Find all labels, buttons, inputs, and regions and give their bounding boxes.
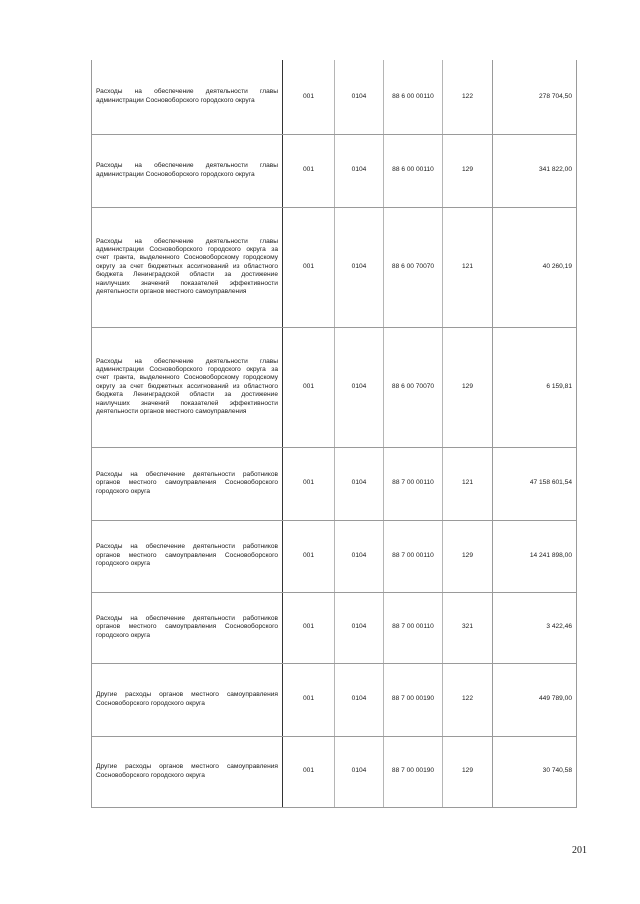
section-code: 0104: [335, 134, 384, 207]
amount: 30 740,58: [493, 736, 577, 807]
table-row: [92, 60, 577, 134]
table-row: [92, 327, 577, 447]
budget-table: [91, 60, 577, 808]
target-article-code: 88 7 00 00110: [384, 447, 443, 520]
expense-description: Расходы на обеспечение деятельности работников органов местного самоуправления Сосновоборского городского округа: [92, 520, 283, 592]
target-article-code: 88 6 00 00110: [384, 134, 443, 207]
expense-type-code: 121: [443, 447, 493, 520]
section-code: 0104: [335, 663, 384, 736]
grbs-code: 001: [283, 327, 335, 447]
table-row: [92, 520, 577, 592]
section-code: 0104: [335, 736, 384, 807]
amount: 3 422,46: [493, 592, 577, 663]
expense-type-code: 129: [443, 134, 493, 207]
table-row: [92, 207, 577, 327]
table-row: [92, 736, 577, 807]
amount: 449 789,00: [493, 663, 577, 736]
table-row: [92, 592, 577, 663]
section-code: 0104: [335, 60, 384, 134]
grbs-code: 001: [283, 736, 335, 807]
expense-type-code: 121: [443, 207, 493, 327]
expense-type-code: 122: [443, 60, 493, 134]
table-row: [92, 663, 577, 736]
section-code: 0104: [335, 520, 384, 592]
table-row: [92, 134, 577, 207]
target-article-code: 88 7 00 00190: [384, 663, 443, 736]
table-row: [92, 447, 577, 520]
target-article-code: 88 7 00 00190: [384, 736, 443, 807]
section-code: 0104: [335, 447, 384, 520]
amount: 47 158 601,54: [493, 447, 577, 520]
grbs-code: 001: [283, 663, 335, 736]
grbs-code: 001: [283, 60, 335, 134]
target-article-code: 88 7 00 00110: [384, 520, 443, 592]
expense-description: Расходы на обеспечение деятельности главы администрации Сосновоборского городского округа: [92, 134, 283, 207]
section-code: 0104: [335, 207, 384, 327]
expense-description: Расходы на обеспечение деятельности работников органов местного самоуправления Сосновоборского городского округа: [92, 592, 283, 663]
page-number: 201: [572, 845, 587, 856]
grbs-code: 001: [283, 592, 335, 663]
expense-type-code: 321: [443, 592, 493, 663]
section-code: 0104: [335, 592, 384, 663]
expense-description: Другие расходы органов местного самоуправления Сосновоборского городского округа: [92, 736, 283, 807]
section-code: 0104: [335, 327, 384, 447]
expense-type-code: 129: [443, 736, 493, 807]
grbs-code: 001: [283, 207, 335, 327]
grbs-code: 001: [283, 447, 335, 520]
expense-description: Другие расходы органов местного самоуправления Сосновоборского городского округа: [92, 663, 283, 736]
expense-description: Расходы на обеспечение деятельности главы администрации Сосновоборского городского округа за счет гранта, выделенного Сосновоборскому городскому округу за счет бюджетных ассигнований из областного бюджета Ленинградской области за достижение наилучших значений показателей эффективности деятельности органов местного самоуправления: [92, 207, 283, 327]
grbs-code: 001: [283, 520, 335, 592]
amount: 341 822,00: [493, 134, 577, 207]
expense-type-code: 122: [443, 663, 493, 736]
target-article-code: 88 7 00 00110: [384, 592, 443, 663]
amount: 40 260,19: [493, 207, 577, 327]
grbs-code: 001: [283, 134, 335, 207]
target-article-code: 88 6 00 00110: [384, 60, 443, 134]
expense-description: Расходы на обеспечение деятельности главы администрации Сосновоборского городского округа за счет гранта, выделенного Сосновоборскому городскому округу за счет бюджетных ассигнований из областного бюджета Ленинградской области за достижение наилучших значений показателей эффективности деятельности органов местного самоуправления: [92, 327, 283, 447]
target-article-code: 88 6 00 70070: [384, 207, 443, 327]
expense-description: Расходы на обеспечение деятельности главы администрации Сосновоборского городского округа: [92, 60, 283, 134]
expense-description: Расходы на обеспечение деятельности работников органов местного самоуправления Сосновоборского городского округа: [92, 447, 283, 520]
target-article-code: 88 6 00 70070: [384, 327, 443, 447]
amount: 14 241 898,00: [493, 520, 577, 592]
expense-type-code: 129: [443, 520, 493, 592]
expense-type-code: 129: [443, 327, 493, 447]
amount: 6 159,81: [493, 327, 577, 447]
amount: 278 704,50: [493, 60, 577, 134]
